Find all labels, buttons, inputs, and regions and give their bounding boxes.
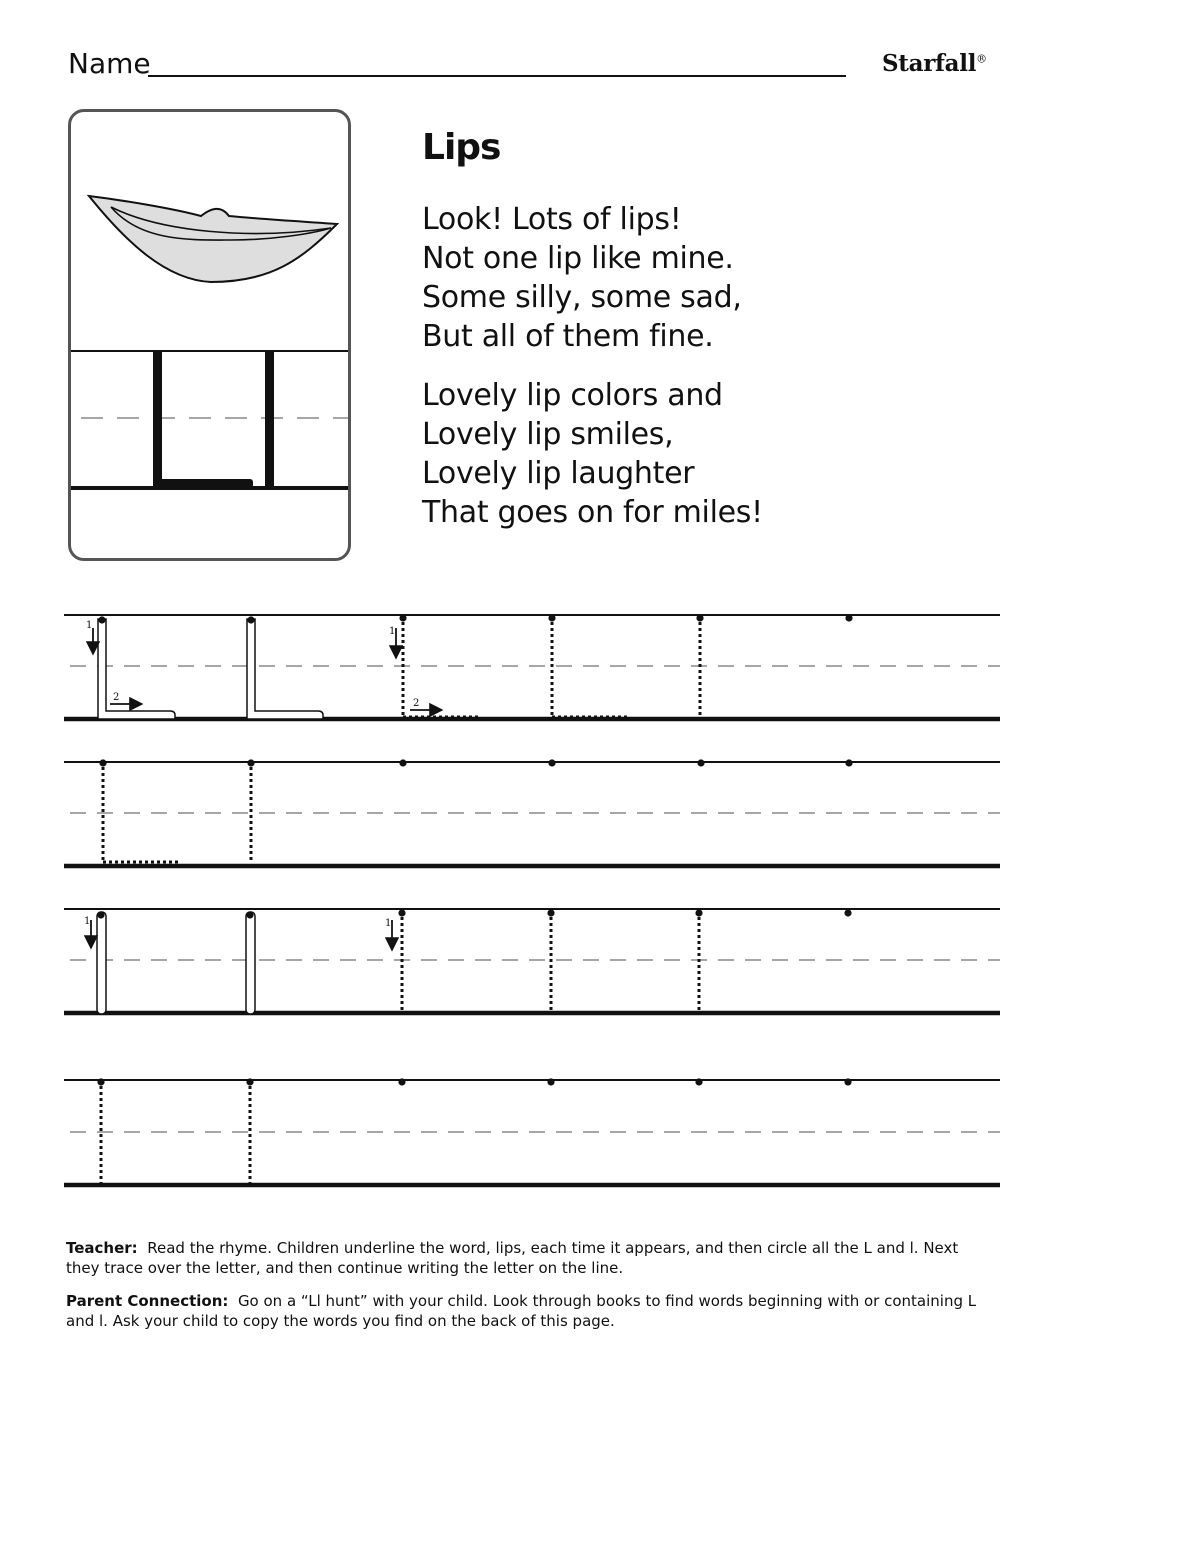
poem-line: Look! Lots of lips! bbox=[422, 202, 682, 237]
stroke-number: 2 bbox=[413, 698, 420, 709]
parent-label: Parent Connection: bbox=[66, 1292, 229, 1310]
poem-stanza-2 bbox=[422, 376, 763, 532]
stroke-number: 1 bbox=[86, 620, 93, 631]
parent-connection-note bbox=[66, 1291, 996, 1331]
poem-line: Lovely lip colors and bbox=[422, 378, 723, 413]
name-label: Name bbox=[68, 47, 151, 80]
stroke-number: 2 bbox=[113, 692, 120, 703]
letter-ll-guide bbox=[71, 351, 351, 488]
name-write-line[interactable] bbox=[148, 75, 846, 77]
practice-row-lowercase-write[interactable] bbox=[64, 1078, 1000, 1185]
teacher-label: Teacher: bbox=[66, 1239, 138, 1257]
card-illustration bbox=[71, 112, 351, 561]
starfall-logo bbox=[882, 50, 987, 77]
parent-text: Go on a “Ll hunt” with your child. Look through books to find words beginning with or containing L and l. Ask your child to copy the words you find on the back of this page. bbox=[66, 1292, 977, 1330]
picture-card bbox=[68, 109, 351, 561]
poem-line: Lovely lip smiles, bbox=[422, 417, 674, 452]
teacher-note bbox=[66, 1238, 996, 1278]
lips-icon bbox=[89, 196, 337, 282]
brand-text: Starfall bbox=[882, 50, 977, 77]
poem-line: But all of them fine. bbox=[422, 319, 714, 354]
poem-line: Lovely lip laughter bbox=[422, 456, 695, 491]
practice-row-lowercase-trace[interactable] bbox=[64, 909, 1000, 1014]
stroke-number: 1 bbox=[389, 626, 396, 637]
poem-line: Not one lip like mine. bbox=[422, 241, 734, 276]
poem-line: Some silly, some sad, bbox=[422, 280, 742, 315]
stroke-number: 1 bbox=[84, 916, 91, 927]
poem-line: That goes on for miles! bbox=[422, 495, 763, 530]
poem-title: Lips bbox=[422, 127, 501, 168]
teacher-text: Read the rhyme. Children underline the word, lips, each time it appears, and then circle all the L and l. Next they trace over the letter, and then continue writing the letter on the line. bbox=[66, 1239, 959, 1277]
practice-row-uppercase-write[interactable] bbox=[64, 759, 1000, 866]
registered-mark: ® bbox=[976, 52, 987, 66]
poem-stanza-1 bbox=[422, 200, 742, 356]
stroke-number: 1 bbox=[385, 918, 392, 929]
handwriting-practice bbox=[0, 590, 1200, 1210]
practice-row-uppercase-trace[interactable] bbox=[64, 614, 1000, 719]
